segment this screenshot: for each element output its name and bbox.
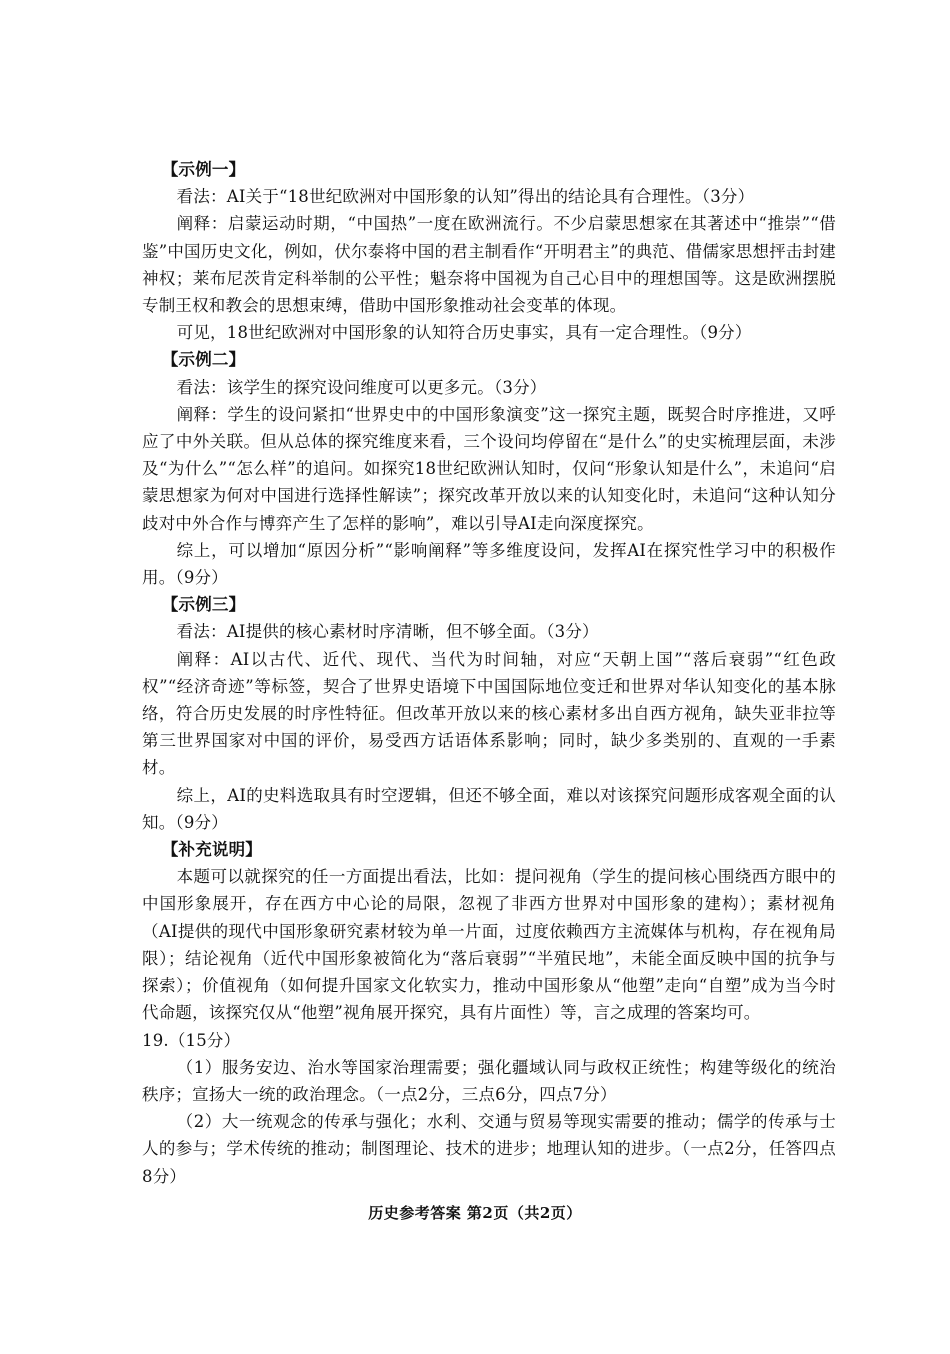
example1-conclusion: 可见，18世纪欧洲对中国形象的认知符合历史事实，具有一定合理性。（9分） — [176, 323, 752, 343]
question-19-part1: （1）服务安边、治水等国家治理需要；强化疆域认同与政权正统性；构建等级化的统治秩序；宣扬大一统的政治理念。（一点2分，三点6分，四点7分） — [142, 1057, 836, 1104]
page-footer: 历史参考答案 第2页（共2页） — [368, 1204, 582, 1222]
example2-heading: 【示例二】 — [161, 350, 246, 370]
example2-view: 看法：该学生的探究设问维度可以更多元。（3分） — [176, 377, 547, 397]
example3-heading: 【示例三】 — [161, 595, 246, 615]
supplement-body: 本题可以就探究的任一方面提出看法，比如：提问视角（学生的提问核心围绕西方眼中的中国形象展开，存在西方中心论的局限，忽视了非西方世界对中国形象的建构）；素材视角（AI提供的现代中国形象研究素材较为单一片面，过度依赖西方主流媒体与机构，存在视角局限）；结论视角（近代中国形象被简化为“落后衰弱”“半殖民地”，未能全面反映中国的抗争与探索）；价值视角（如何提升国家文化软实力，推动中国形象从“他塑”走向“自塑”成为当今时代命题，该探究仅从“他塑”视角展开探究，具有片面性）等，言之成理的答案均可。 — [142, 867, 836, 1023]
example2-explain: 阐释：学生的设问紧扣“世界史中的中国形象演变”这一探究主题，既契合时序推进，又呼应了中外关联。但从总体的探究维度来看，三个设问均停留在“是什么”的史实梳理层面，未涉及“为什么”“怎么样”的追问。如探究18世纪欧洲认知时，仅问“形象认知是什么”，未追问“启蒙思想家为何对中国进行选择性解读”；探究改革开放以来的认知变化时，未追问“这种认知分歧对中外合作与博弈产生了怎样的影响”，难以引导AI走向深度探究。 — [142, 404, 836, 533]
example2-conclusion: 综上，可以增加“原因分析”“影响阐释”等多维度设问，发挥AI在探究性学习中的积极作用。（9分） — [142, 540, 836, 588]
example3-conclusion: 综上，AI的史料选取具有时空逻辑，但还不够全面，难以对该探究问题形成客观全面的认知。（9分） — [142, 785, 836, 832]
example1-explain: 阐释：启蒙运动时期，“中国热”一度在欧洲流行。不少启蒙思想家在其著述中“推崇”“借鉴”中国历史文化，例如，伏尔泰将中国的君主制看作“开明君主”的典范、借儒家思想抨击封建神权；莱布尼茨肯定科举制的公平性；魁奈将中国视为自己心目中的理想国等。这是欧洲摆脱专制王权和教会的思想束缚，借助中国形象推动社会变革的体现。 — [142, 214, 836, 316]
example3-view: 看法：AI提供的核心素材时序清晰，但不够全面。（3分） — [176, 622, 599, 642]
answer-content — [142, 156, 836, 1190]
question-19-part2: （2）大一统观念的传承与强化；水利、交通与贸易等现实需要的推动；儒学的传承与士人的参与；学术传统的推动；制图理论、技术的进步；地理认知的进步。（一点2分，任答四点8分） — [142, 1112, 836, 1186]
supplement-heading: 【补充说明】 — [161, 840, 262, 860]
example1-heading: 【示例一】 — [161, 160, 246, 179]
example1-view: 看法：AI关于“18世纪欧洲对中国形象的认知”得出的结论具有合理性。（3分） — [176, 187, 755, 207]
question-19-number: 19.（15分） — [142, 1030, 241, 1050]
example3-explain: 阐释：AI以古代、近代、现代、当代为时间轴，对应“天朝上国”“落后衰弱”“红色政权”“经济奇迹”等标签，契合了世界史语境下中国国际地位变迁和世界对华认知变化的基本脉络，符合历史发展的时序性特征。但改革开放以来的核心素材多出自西方视角，缺失亚非拉等第三世界国家对中国的评价，易受西方话语体系影响；同时，缺少多类别的、直观的一手素材。 — [142, 649, 836, 778]
